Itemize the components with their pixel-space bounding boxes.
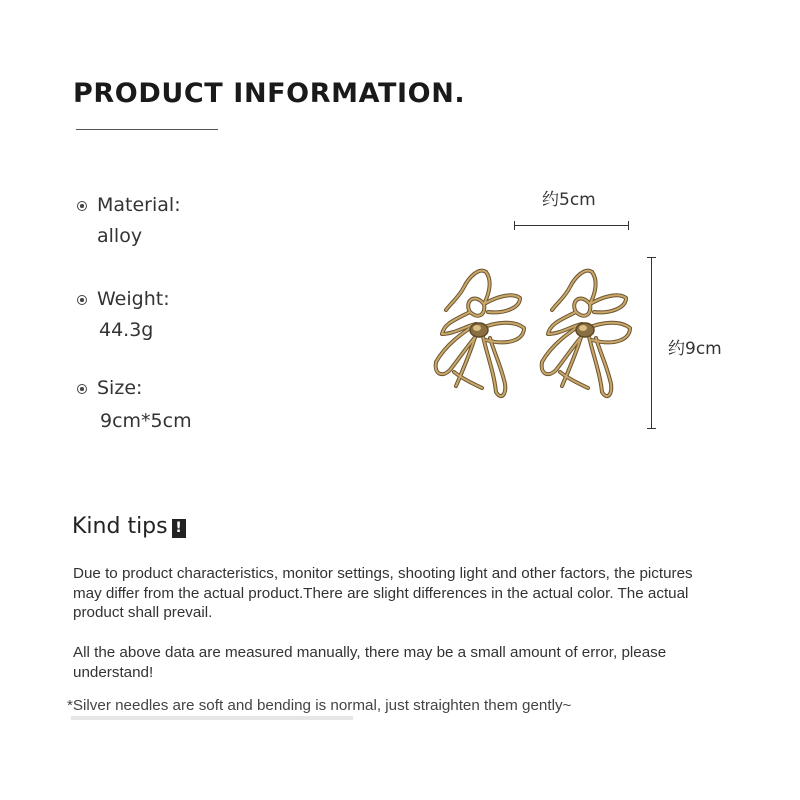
tips-paragraph-2: All the above data are measured manually, there may be a small amount of error, please understand!	[73, 644, 667, 681]
spec-value: 9cm*5cm	[100, 410, 192, 432]
tips-paragraph-1: Due to product characteristics, monitor settings, shooting light and other factors, the pictures may differ from the actual product.There are slight differences in the actual color. The actual product shall prevail.	[73, 565, 693, 621]
page-title: PRODUCT INFORMATION.	[73, 78, 466, 109]
spec-label: Size:	[97, 377, 143, 399]
note-highlight	[71, 716, 353, 720]
kind-tips-heading	[72, 514, 186, 539]
exclamation-icon: !	[172, 519, 186, 538]
spec-value: 44.3g	[99, 319, 154, 341]
kind-tips-title: Kind tips	[72, 514, 168, 539]
width-dimension-line	[514, 225, 629, 226]
bullet-icon	[77, 201, 87, 211]
bullet-icon	[77, 384, 87, 394]
title-divider	[76, 129, 218, 130]
width-dimension-label: 约5cm	[542, 190, 596, 210]
tips-note: *Silver needles are soft and bending is normal, just straighten them gently~	[67, 697, 572, 714]
height-dimension-line	[651, 257, 652, 429]
spec-label: Material:	[97, 194, 181, 216]
earrings-image	[424, 262, 644, 422]
bullet-icon	[77, 295, 87, 305]
height-dimension-label: 约9cm	[668, 339, 722, 359]
spec-value: alloy	[97, 225, 143, 247]
spec-label: Weight:	[97, 288, 170, 310]
